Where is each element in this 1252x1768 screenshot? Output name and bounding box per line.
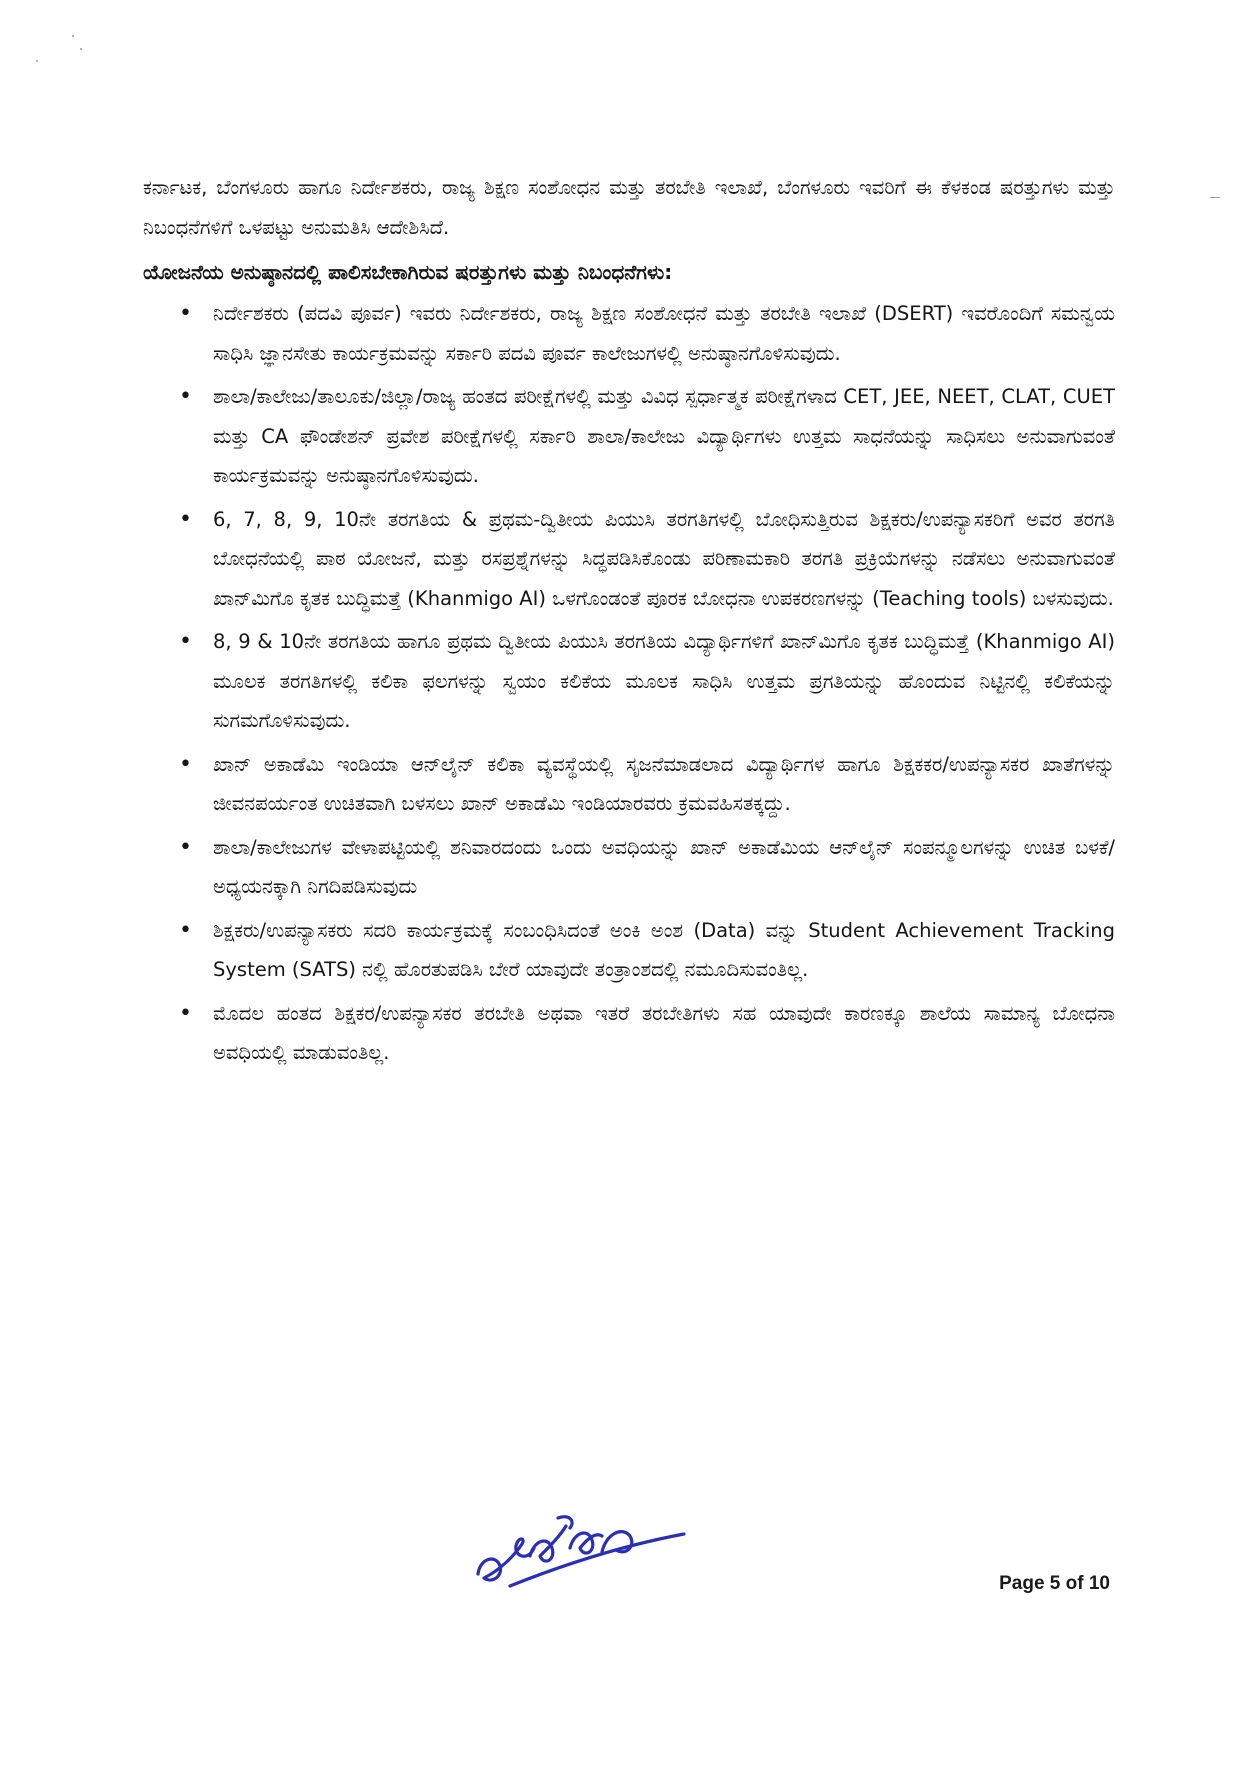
intro-paragraph: ಕರ್ನಾಟಕ, ಬೆಂಗಳೂರು ಹಾಗೂ ನಿರ್ದೇಶಕರು, ರಾಜ್ಯ ಶಿಕ್ಷಣ ಸಂಶೋಧನ ಮತ್ತು ತರಬೇತಿ ಇಲಾಖೆ, ಬೆಂಗಳೂರು ಇವರಿಗೆ ಈ ಕೆಳಕಂಡ ಷರತ್ತುಗಳು ಮತ್ತು ನಿಬಂಧನೆಗಳಿಗೆ ಒಳಪಟ್ಟು ಅನುಮತಿಸಿ ಆದೇಶಿಸಿದೆ. <box>143 176 1115 239</box>
conditions-heading: ಯೋಜನೆಯ ಅನುಷ್ಠಾನದಲ್ಲಿ ಪಾಲಿಸಬೇಕಾಗಿರುವ ಷರತ್ತುಗಳು ಮತ್ತು ನಿಬಂಧನೆಗಳು: <box>143 260 673 284</box>
bullet-icon: • <box>179 1000 192 1026</box>
signature-stroke <box>570 1533 602 1553</box>
condition-text: ನಿರ್ದೇಶಕರು (ಪದವಿ ಪೂರ್ವ) ಇವರು ನಿರ್ದೇಶಕರು, ರಾಜ್ಯ ಶಿಕ್ಷಣ ಸಂಶೋಧನೆ ಮತ್ತು ತರಬೇತಿ ಇಲಾಖೆ (DSERT) ಇವರೊಂದಿಗೆ ಸಮನ್ವಯ ಸಾಧಿಸಿ ಜ್ಞಾನಸೇತು ಕಾರ್ಯಕ್ರಮವನ್ನು ಸರ್ಕಾರಿ ಪದವಿ ಪೂರ್ವ ಕಾಲೇಜುಗಳಲ್ಲಿ ಅನುಷ್ಠಾನಗೊಳಿಸುವುದು. <box>213 302 1115 365</box>
condition-item <box>143 500 1115 619</box>
scan-speck <box>72 35 74 37</box>
signature-strokes <box>478 1517 684 1586</box>
handwritten-signature <box>470 1496 690 1596</box>
document-body <box>143 168 1115 1077</box>
condition-item <box>143 377 1115 496</box>
bullet-icon: • <box>179 917 192 943</box>
condition-text: ಶಿಕ್ಷಕರು/ಉಪನ್ಯಾಸಕರು ಸದರಿ ಕಾರ್ಯಕ್ರಮಕ್ಕೆ ಸಂಬಂಧಿಸಿದಂತೆ ಅಂಕಿ ಅಂಶ (Data) ವನ್ನು Student Achievement Tracking System (SATS) ನಲ್ಲಿ ಹೊರತುಪಡಿಸಿ ಬೇರೆ ಯಾವುದೇ ತಂತ್ರಾಂಶದಲ್ಲಿ ನಮೂದಿಸುವಂತಿಲ್ಲ. <box>213 918 1115 981</box>
scan-speck <box>36 60 38 62</box>
condition-item <box>143 828 1115 907</box>
condition-text: ಮೊದಲ ಹಂತದ ಶಿಕ್ಷಕರ/ಉಪನ್ಯಾಸಕರ ತರಬೇತಿ ಅಥವಾ ಇತರೆ ತರಬೇತಿಗಳು ಸಹ ಯಾವುದೇ ಕಾರಣಕ್ಕೂ ಶಾಲೆಯ ಸಾಮಾನ್ಯ ಬೋಧನಾ ಅವಧಿಯಲ್ಲಿ ಮಾಡುವಂತಿಲ್ಲ. <box>213 1001 1115 1064</box>
condition-text: 8, 9 & 10ನೇ ತರಗತಿಯ ಹಾಗೂ ಪ್ರಥಮ ದ್ವಿತೀಯ ಪಿಯುಸಿ ತರಗತಿಯ ವಿದ್ಯಾರ್ಥಿಗಳಿಗೆ ಖಾನ್‌ಮಿಗೊ ಕೃತಕ ಬುದ್ಧಿಮತ್ತೆ (Khanmigo AI) ಮೂಲಕ ತರಗತಿಗಳಲ್ಲಿ ಕಲಿಕಾ ಫಲಗಳನ್ನು ಸ್ವಯಂ ಕಲಿಕೆಯ ಮೂಲಕ ಸಾಧಿಸಿ ಉತ್ತಮ ಪ್ರಗತಿಯನ್ನು ಹೊಂದುವ ನಿಟ್ಟಿನಲ್ಲಿ ಕಲಿಕೆಯನ್ನು ಸುಗಮಗೊಳಿಸುವುದು. <box>213 630 1115 732</box>
bullet-icon: • <box>179 751 192 777</box>
condition-item <box>143 911 1115 990</box>
condition-item <box>143 994 1115 1073</box>
scan-speck <box>80 48 82 50</box>
bullet-icon: • <box>179 301 192 326</box>
condition-text: ಶಾಲಾ/ಕಾಲೇಜುಗಳ ವೇಳಾಪಟ್ಟಿಯಲ್ಲಿ ಶನಿವಾರದಂದು ಒಂದು ಅವಧಿಯನ್ನು ಖಾನ್ ಅಕಾಡೆಮಿಯ ಆನ್‌ಲೈನ್ ಸಂಪನ್ಮೂಲಗಳನ್ನು ಉಚಿತ ಬಳಕೆ/ಅಧ್ಯಯನಕ್ಕಾಗಿ ನಿಗದಿಪಡಿಸುವುದು <box>213 835 1115 898</box>
signature-stroke <box>510 1534 684 1586</box>
scan-speck <box>1210 197 1220 198</box>
bullet-icon: • <box>179 384 192 409</box>
condition-item <box>143 294 1115 373</box>
bullet-icon: • <box>179 629 192 654</box>
signature-stroke <box>478 1539 534 1580</box>
condition-text: ಖಾನ್ ಅಕಾಡೆಮಿ ಇಂಡಿಯಾ ಆನ್‌ಲೈನ್ ಕಲಿಕಾ ವ್ಯವಸ್ಥೆಯಲ್ಲಿ ಸೃಜನೆಮಾಡಲಾದ ವಿದ್ಯಾರ್ಥಿಗಳ ಹಾಗೂ ಶಿಕ್ಷಕಕರ/ಉಪನ್ಯಾಸಕರ ಖಾತೆಗಳನ್ನು ಜೀವನಪರ್ಯಂತ ಉಚಿತವಾಗಿ ಬಳಸಲು ಖಾನ್ ಅಕಾಡೆಮಿ ಇಂಡಿಯಾರವರು ಕ್ರಮವಹಿಸತಕ್ಕದ್ದು. <box>213 752 1115 815</box>
condition-text: ಶಾಲಾ/ಕಾಲೇಜು/ತಾಲೂಕು/ಜಿಲ್ಲಾ/ರಾಜ್ಯ ಹಂತದ ಪರೀಕ್ಷೆಗಳಲ್ಲಿ ಮತ್ತು ವಿವಿಧ ಸ್ಪರ್ಧಾತ್ಮಕ ಪರೀಕ್ಷೆಗಳಾದ CET, JEE, NEET, CLAT, CUET ಮತ್ತು CA ಫೌಂಡೇಶನ್ ಪ್ರವೇಶ ಪರೀಕ್ಷೆಗಳಲ್ಲಿ ಸರ್ಕಾರಿ ಶಾಲಾ/ಕಾಲೇಜು ವಿದ್ಯಾರ್ಥಿಗಳು ಉತ್ತಮ ಸಾಧನೆಯನ್ನು ಸಾಧಿಸಲು ಅನುವಾಗುವಂತೆ ಕಾರ್ಯಕ್ರಮವನ್ನು ಅನುಷ್ಠಾನಗೊಳಿಸುವುದು. <box>213 385 1115 487</box>
page-number: Page 5 of 10 <box>999 1573 1110 1594</box>
bullet-icon: • <box>179 834 192 860</box>
condition-item <box>143 622 1115 741</box>
conditions-list <box>143 294 1115 1073</box>
condition-item <box>143 745 1115 824</box>
signature-stroke <box>530 1526 566 1561</box>
bullet-icon: • <box>179 506 192 532</box>
condition-text: 6, 7, 8, 9, 10ನೇ ತರಗತಿಯ & ಪ್ರಥಮ-ದ್ವಿತೀಯ ಪಿಯುಸಿ ತರಗತಿಗಳಲ್ಲಿ ಬೋಧಿಸುತ್ತಿರುವ ಶಿಕ್ಷಕರು/ಉಪನ್ಯಾಸಕರಿಗೆ ಅವರ ತರಗತಿ ಬೋಧನೆಯಲ್ಲಿ ಪಾಠ ಯೋಜನೆ, ಮತ್ತು ರಸಪ್ರಶ್ನೆಗಳನ್ನು ಸಿದ್ಧಪಡಿಸಿಕೊಂಡು ಪರಿಣಾಮಕಾರಿ ತರಗತಿ ಪ್ರಕ್ರಿಯೆಗಳನ್ನು ನಡೆಸಲು ಅನುವಾಗುವಂತೆ ಖಾನ್‌ಮಿಗೊ ಕೃತಕ ಬುದ್ಧಿಮತ್ತೆ (Khanmigo AI) ಒಳಗೊಂಡಂತೆ ಪೂರಕ ಬೋಧನಾ ಉಪಕರಣಗಳನ್ನು (Teaching tools) ಬಳಸುವುದು. <box>213 507 1115 610</box>
